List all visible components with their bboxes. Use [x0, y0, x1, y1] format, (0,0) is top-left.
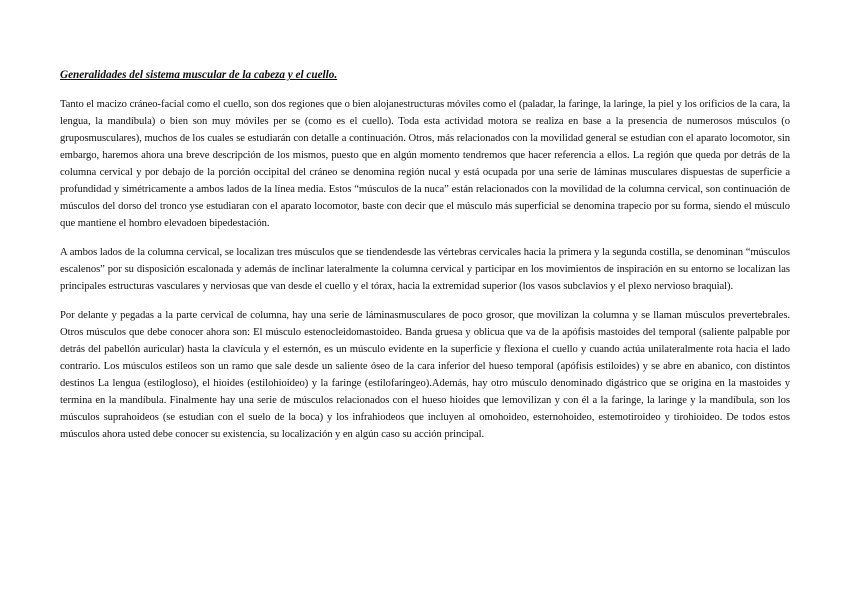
document-body	[60, 68, 790, 455]
paragraph-prevertebrales: Por delante y pegadas a la parte cervical de columna, hay una serie de láminasmusculares de poco grosor, que movilizan la columna y se llaman músculos prevertebrales. Otros músculos que debe conocer ahora son: El músculo estenocleidomastoideo. Banda gruesa y oblicua que va de la apófisis mastoides del temporal (saliente palpable por detrás del pabellón auricular) hasta la clavícula y el esternón, es un músculo evidente en la superficie y flexiona el cuello y cuando actúa unilateralmente rota hacia el lado contrario. Los músculos estileos son un ramo que sale desde un saliente óseo de la cara inferior del hueso temporal (apófisis estiloides) y se abre en abanico, con distintos destinos La lengua (estilogloso), el hioides (estilohioideo) y la faringe (estilofaríngeo).Además, hay otro músculo denominado digástrico que se origina en la mastoides y termina en la mandíbula. Finalmente hay una serie de músculos relacionados con el hueso hioides que lemovilizan y con él a la faringe, la laringe y la mandíbula, son los músculos suprahoideos (se estudian con el suelo de la boca) y los infrahiodeos que incluyen al omohoideo, esternohoideo, estemotiroideo y tirohioideo. De todos estos músculos ahora usted debe conocer su existencia, su localización y en algún caso su acción principal.	[60, 310, 790, 440]
paragraph-intro: Tanto el macizo cráneo-facial como el cuello, son dos regiones que o bien alojanestructuras móviles como el (paladar, la faringe, la laringe, la piel y los orificios de la cara, la lengua, la mandíbula) o bien son muy móviles per se (como es el cuello). Toda esta actividad motora se realiza en base a la presencia de numerosos músculos (o gruposmusculares), muchos de los cuales se estudiarán con detalle a continuación. Otros, más relacionados con la movilidad general se estudian con el aparato locomotor, sin embargo, haremos ahora una breve descripción de los mismos, puesto que en algún momento tendremos que hacer referencia a ellos. La región que queda por detrás de la columna cervical y por debajo de la porción occipital del cráneo se denomina región nucal y está ocupada por una serie de láminas musculares dispuestas de superficie a profundidad y simétricamente a ambos lados de la línea media. Estos “músculos de la nuca” están relacionados con la movilidad de la columna cervical, son continuación de músculos del dorso del tronco yse estudiaran con el aparato locomotor, baste con decir que el músculo más superficial se denomina trapecio por su forma, siendo el músculo que mantiene el hombro elevadoen bipedestación.	[60, 99, 790, 229]
paragraph-escalenos: A ambos lados de la columna cervical, se localizan tres músculos que se tiendendesde las vértebras cervicales hacia la primera y la segunda costilla, se denominan “músculos escalenos” por su disposición escalonada y además de inclinar lateralmente la columna cervical y participar en los movimientos de inspiración en su entorno se localizan las principales estructuras vasculares y nerviosas que van desde el cuello y el tórax, hacia la extremidad superior (los vasos subclavios y el plexo nervioso braquial).	[60, 247, 790, 292]
page-title: Generalidades del sistema muscular de la cabeza y el cuello.	[60, 69, 338, 81]
